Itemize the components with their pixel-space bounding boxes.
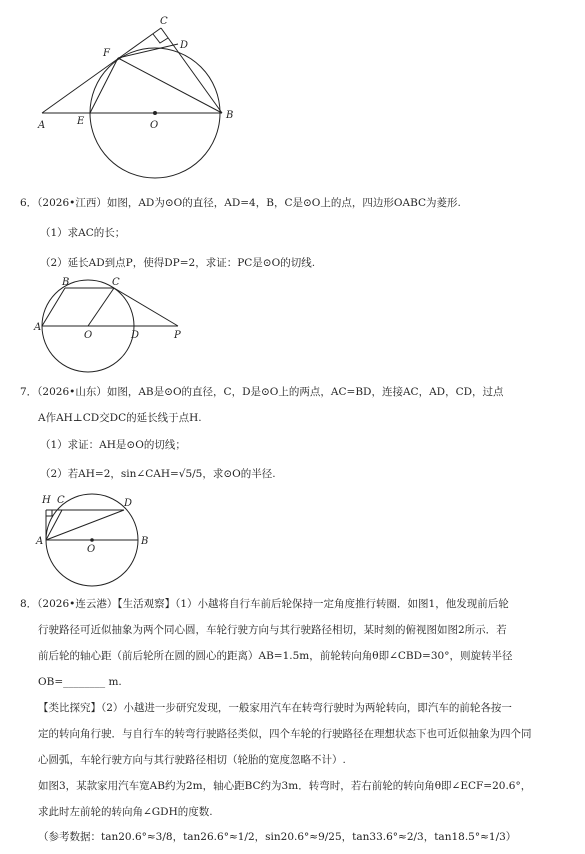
q7-header-line1: 7．（2026•山东）如图，AB是⊙O的直径，C，D是⊙O上的两点，AC=BD，连接AC，AD，CD，过点 bbox=[20, 386, 504, 398]
q8-line1: 8．（2026•连云港）【生活观察】（1）小越将自行车前后轮保持一定角度推行转圈．如图1，他发现前后轮 bbox=[20, 598, 509, 610]
label-o: O bbox=[87, 544, 96, 555]
label-d: D bbox=[124, 498, 133, 509]
label-o: O bbox=[84, 330, 93, 341]
q6-part1: （1）求AC的长； bbox=[40, 227, 126, 239]
q8-line7: 心圆弧，车轮行驶方向与其行驶路径相切（轮胎的宽度忽略不计）. bbox=[38, 754, 346, 766]
line-ad bbox=[46, 510, 124, 540]
q8-line3: 前后轮的轴心距（前后轮所在圆的圆心的距离）AB=1.5m，前轮转向角θ即∠CBD=30°，则旋转半径 bbox=[38, 650, 513, 662]
q8-line10: （参考数据：tan20.6°≈3/8，tan26.6°≈1/2，sin20.6°≈9/25，tan33.6°≈2/3，tan18.5°≈1/3） bbox=[38, 831, 517, 843]
center-o bbox=[90, 538, 94, 542]
label-b: B bbox=[62, 277, 70, 288]
q8-line5: 【类比探究】（2）小越进一步研究发现，一般家用汽车在转弯行驶时为两轮转向，即汽车的前轮各按一 bbox=[38, 702, 512, 714]
q8-line2: 行驶路径可近似抽象为两个同心圆，车轮行驶方向与其行驶路径相切，某时刻的俯视图如图2所示．若 bbox=[38, 624, 507, 636]
label-p: P bbox=[174, 330, 181, 341]
label-c: C bbox=[160, 16, 168, 27]
label-c: C bbox=[112, 277, 120, 288]
label-e: E bbox=[77, 116, 85, 127]
right-angle-mark bbox=[46, 510, 52, 516]
label-c: C bbox=[57, 495, 65, 506]
q8-line4: OB=________ m. bbox=[38, 676, 122, 688]
label-a: A bbox=[36, 536, 44, 547]
label-a: A bbox=[34, 322, 42, 333]
label-f: F bbox=[103, 48, 110, 59]
q7-part2: （2）若AH=2，sin∠CAH=√5/5，求⊙O的半径. bbox=[40, 468, 276, 480]
q7-header-line2: A作AH⊥CD交DC的延长线于点H. bbox=[38, 412, 202, 424]
label-o: O bbox=[150, 120, 159, 131]
q7-part1: （1）求证：AH是⊙O的切线； bbox=[40, 439, 186, 451]
label-h: H bbox=[42, 495, 51, 506]
label-b: B bbox=[226, 110, 234, 121]
q6-header: 6．（2026•江西）如图，AD为⊙O的直径，AD=4，B，C是⊙O上的点，四边形OABC为菱形. bbox=[20, 197, 461, 209]
label-b: B bbox=[141, 536, 149, 547]
q8-line8: 如图3，某款家用汽车宽AB约为2m，轴心距BC约为3m．转弯时，若右前轮的转向角θ即∠ECF=20.6°， bbox=[38, 780, 532, 792]
label-d: D bbox=[180, 40, 189, 51]
label-a: A bbox=[38, 120, 46, 131]
q8-line6: 定的转向角行驶．与自行车的转弯行驶路径类似，四个车轮的行驶路径在理想状态下也可近似抽象为四个同 bbox=[38, 728, 532, 740]
q8-line9: 求此时左前轮的转向角∠GDH的度数. bbox=[38, 806, 213, 818]
q6-part2: （2）延长AD到点P，使得DP=2，求证：PC是⊙O的切线. bbox=[40, 257, 316, 269]
label-d: D bbox=[131, 330, 140, 341]
